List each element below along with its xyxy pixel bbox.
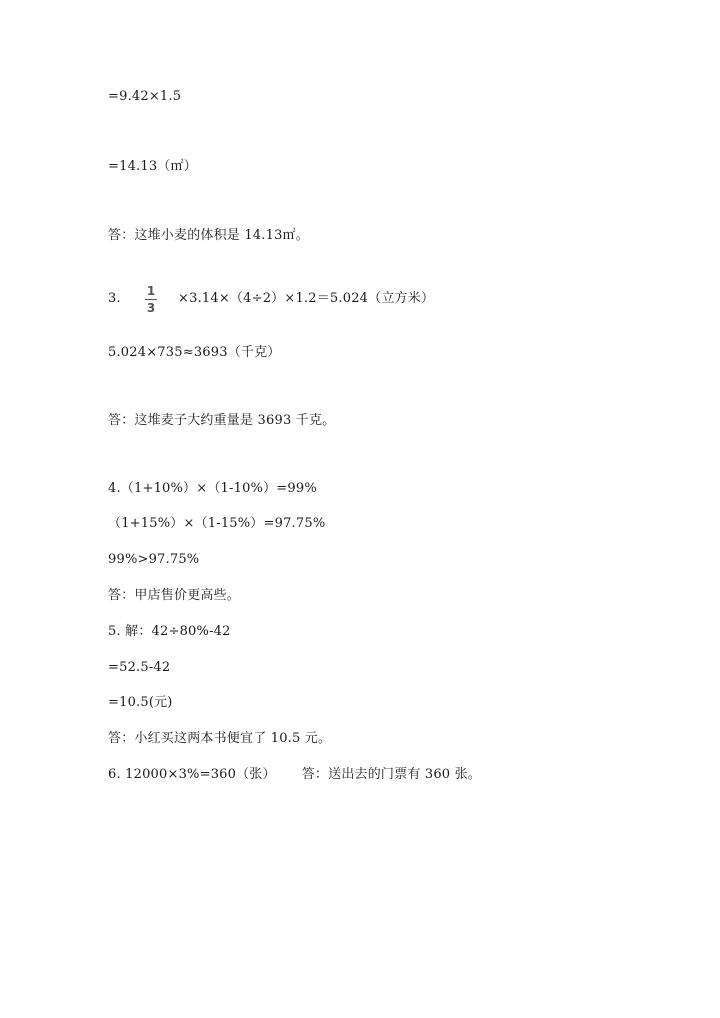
fraction-denominator: 3 <box>146 301 156 315</box>
question-4-line-1: 4.（1+10%）×（1-10%）=99% <box>108 481 317 496</box>
fraction-numerator: 1 <box>146 284 156 298</box>
question-3-label: 3. <box>108 291 121 306</box>
question-6-calc: 6. 12000×3%=360（张） <box>108 767 276 782</box>
fraction-bar <box>145 299 157 300</box>
calc-line-volume-result: =14.13（㎡） <box>108 159 197 174</box>
question-5-line-1: 5. 解：42÷80%-42 <box>108 624 231 639</box>
question-5-result: =10.5(元) <box>108 695 173 710</box>
answer-line-weight: 答：这堆麦子大约重量是 3693 千克。 <box>108 413 336 428</box>
fraction-one-third <box>142 284 160 315</box>
answer-line-volume: 答：这堆小麦的体积是 14.13㎡。 <box>108 228 309 243</box>
question-3-expression: ×3.14×（4÷2）×1.2＝5.024（立方米） <box>178 291 435 306</box>
question-4-compare: 99%>97.75% <box>108 552 200 567</box>
answer-line-store: 答：甲店售价更高些。 <box>108 588 241 603</box>
question-4-line-2: （1+15%）×（1-15%）=97.75% <box>108 516 326 531</box>
question-5-line-2: =52.5-42 <box>108 660 171 675</box>
calc-line-volume-step: =9.42×1.5 <box>108 89 182 104</box>
calc-line-weight: 5.024×735≈3693（千克） <box>108 345 281 360</box>
question-6-line <box>108 767 481 783</box>
answer-line-books: 答：小红买这两本书便宜了 10.5 元。 <box>108 731 332 746</box>
answer-line-tickets: 答：送出去的门票有 360 张。 <box>301 767 481 782</box>
